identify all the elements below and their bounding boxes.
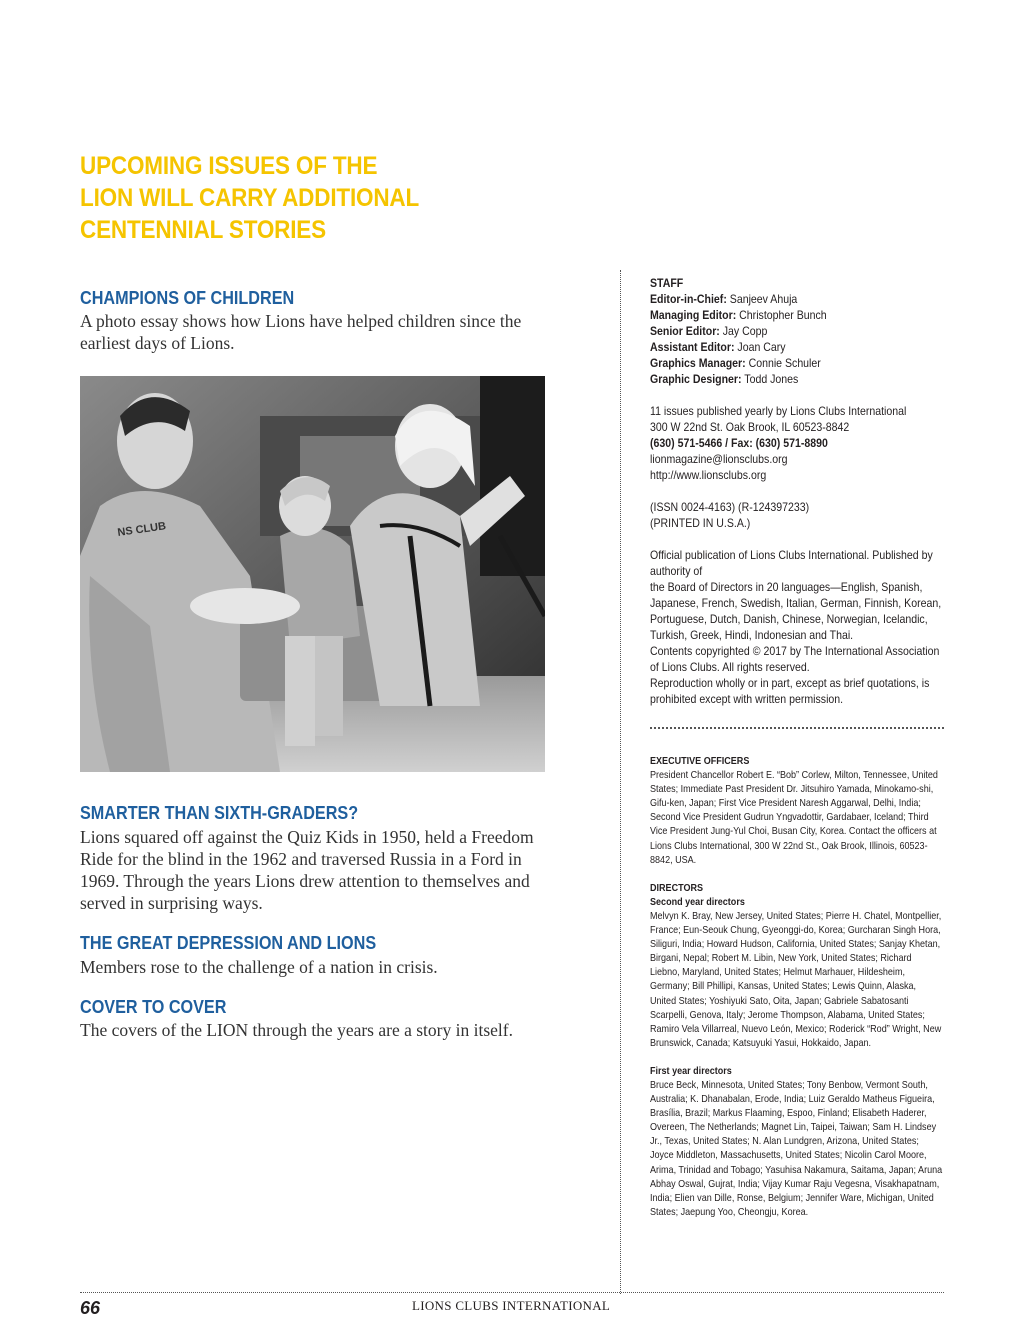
section-text-champions: A photo essay shows how Lions have helped children since the earliest days of Lions. xyxy=(80,311,522,353)
second-year-text: Melvyn K. Bray, New Jersey, United States; Pierre H. Chatel, Montpellier, France; Eun-Seouk Chung, Gyeonggi-do, Korea; Gurcharan Singh Hora, Siliguri, India; Howard Hudson, California, United States; Sanjay Khetan, Birgani, Nepal; Robert M. Libin, New York, United States; Richard Liebno, Maryland, United States; Helmut Marhauer, Hildesheim, Germany; Bill Phillipi, Kansas, United States; Lewis Quinn, Alaska, United States; Yoshiyuki Sato, Oita, Japan; Gabriele Sabatosanti Scarpelli, Genova, Italy; Jerome Thompson, Alabama, United States; Ramiro Vela Villarreal, Nuevo León, Mexico; Roderick “Rod” Wright, New Brunswick, Canada; Katsuyuki Yasui, Hokkaido, Japan. xyxy=(650,909,942,1049)
section-title-champions: CHAMPIONS OF CHILDREN xyxy=(80,288,295,308)
officers-box xyxy=(650,754,942,1219)
copyright: Contents copyrighted © 2017 by The International Association of Lions Clubs. All rights reserved. xyxy=(650,644,940,674)
staff-name: Christopher Bunch xyxy=(736,308,827,322)
directors-heading: DIRECTORS xyxy=(650,881,704,894)
officers-heading: EXECUTIVE OFFICERS xyxy=(650,755,750,767)
staff-role: Assistant Editor: xyxy=(650,340,735,354)
section-text-depression: Members rose to the challenge of a nation in crisis. xyxy=(80,957,438,977)
headline-line: CENTENNIAL STORIES xyxy=(80,216,326,244)
staff-divider xyxy=(650,727,944,729)
official-publication: Official publication of Lions Clubs International. Published by xyxy=(650,548,933,562)
staff-row xyxy=(650,339,949,355)
website-link[interactable]: http://www.lionsclubs.org xyxy=(650,468,767,482)
staff-row xyxy=(650,291,949,307)
reproduction-notice: Reproduction wholly or in part, except as brief quotations, is prohibited except with written permission. xyxy=(650,676,930,706)
languages-text: the Board of Directors in 20 languages—English, Spanish, Japanese, French, Swedish, Italian, German, Finnish, Korean, Portuguese, Dutch, Danish, Chinese, Norwegian, Icelandic, Turkish, Greek, Hindi, Indonesian and Thai. xyxy=(650,580,942,642)
column-divider xyxy=(620,270,621,1294)
section-title-cover: COVER TO COVER xyxy=(80,997,227,1017)
staff-row xyxy=(650,371,949,387)
staff-name: Todd Jones xyxy=(741,372,799,386)
staff-row xyxy=(650,307,949,323)
staff-heading: STAFF xyxy=(650,276,684,290)
headline-line: UPCOMING ISSUES OF THE xyxy=(80,152,378,180)
staff-role: Editor-in-Chief: xyxy=(650,292,727,306)
section-text-cover: The covers of the LION through the years are a story in itself. xyxy=(80,1020,513,1040)
staff-name: Jay Copp xyxy=(719,324,768,338)
historical-photo xyxy=(80,376,545,772)
second-year-heading: Second year directors xyxy=(650,895,745,908)
first-year-heading: First year directors xyxy=(650,1064,732,1077)
staff-role: Graphic Designer: xyxy=(650,372,742,386)
page-headline xyxy=(80,150,458,246)
photo-jacket-text: NS CLUB xyxy=(116,520,167,539)
officers-text: President Chancellor Robert E. “Bob” Corlew, Milton, Tennessee, United States; Immediate Past President Dr. Jitsuhiro Yamada, Minokamo-shi, Gifu-ken, Japan; First Vice President Naresh Aggarwal, Delhi, India; Second Vice President Gudrun Yngvadottir, Gardabaer, Iceland; Third Vice President Jung-Yul Choi, Busan City, Korea. Contact the officers at Lions Clubs International, 300 W 22nd St., Oak Brook, Illinois, 60523-8842, USA. xyxy=(650,769,938,866)
section-title-sixth-graders: SMARTER THAN SIXTH-GRADERS? xyxy=(80,803,359,823)
staff-row xyxy=(650,355,949,371)
staff-row xyxy=(650,323,949,339)
staff-role: Graphics Manager: xyxy=(650,356,746,370)
page-number: 66 xyxy=(80,1298,101,1318)
staff-role: Senior Editor: xyxy=(650,324,720,338)
address: 300 W 22nd St. Oak Brook, IL 60523-8842 xyxy=(650,420,850,434)
staff-name: Connie Schuler xyxy=(745,356,821,370)
section-title-depression: THE GREAT DEPRESSION AND LIONS xyxy=(80,933,377,953)
printed-in: (PRINTED IN U.S.A.) xyxy=(650,516,751,530)
staff-role: Managing Editor: xyxy=(650,308,737,322)
issn: (ISSN 0024-4163) (R-124397233) xyxy=(650,500,810,514)
staff-name: Joan Cary xyxy=(734,340,786,354)
headline-line: LION WILL CARRY ADDITIONAL xyxy=(80,184,420,212)
email-link[interactable]: lionmagazine@lionsclubs.org xyxy=(650,452,788,466)
first-year-text: Bruce Beck, Minnesota, United States; Tony Benbow, Vermont South, Australia; K. Dhanabalan, Erode, India; Luiz Geraldo Matheus Figueira, Brasília, Brazil; Markus Flaaming, Espoo, Finland; Elisabeth Haderer, Overeen, The Netherlands; Magnet Lin, Taipei, Taiwan; Sam H. Lindsey Jr., Texas, United States; N. Alan Lundgren, Arizona, United States; Joyce Middleton, Massachusetts, United States; Nicolin Carol Moore, Arima, Trinidad and Tobago; Yasuhisa Nakamura, Saitama, Japan; Aruna Abhay Oswal, Gujrat, India; Vijay Kumar Raju Vegesna, Visakhapatnam, India; Elien van Dille, Ronse, Belgium; Jennifer Ware, Michigan, United States; Jaepung Yoo, Cheongju, Korea. xyxy=(650,1078,943,1218)
footer-publication: LIONS CLUBS INTERNATIONAL xyxy=(412,1298,611,1313)
staff-box xyxy=(650,275,949,707)
footer-divider xyxy=(80,1292,944,1293)
photo-illustration xyxy=(80,376,545,772)
phone-fax: (630) 571-5466 / Fax: (630) 571-8890 xyxy=(650,436,828,450)
publisher-line: 11 issues published yearly by Lions Clubs International xyxy=(650,404,907,418)
section-text-sixth-graders: Lions squared off against the Quiz Kids in 1950, held a Freedom Ride for the blind in the 1962 and traversed Russia in a Ford in 1969. Through the years Lions drew attention to themselves and served in surprising ways. xyxy=(80,827,534,913)
staff-name: Sanjeev Ahuja xyxy=(726,292,798,306)
official-publication-2: authority of xyxy=(650,564,703,578)
